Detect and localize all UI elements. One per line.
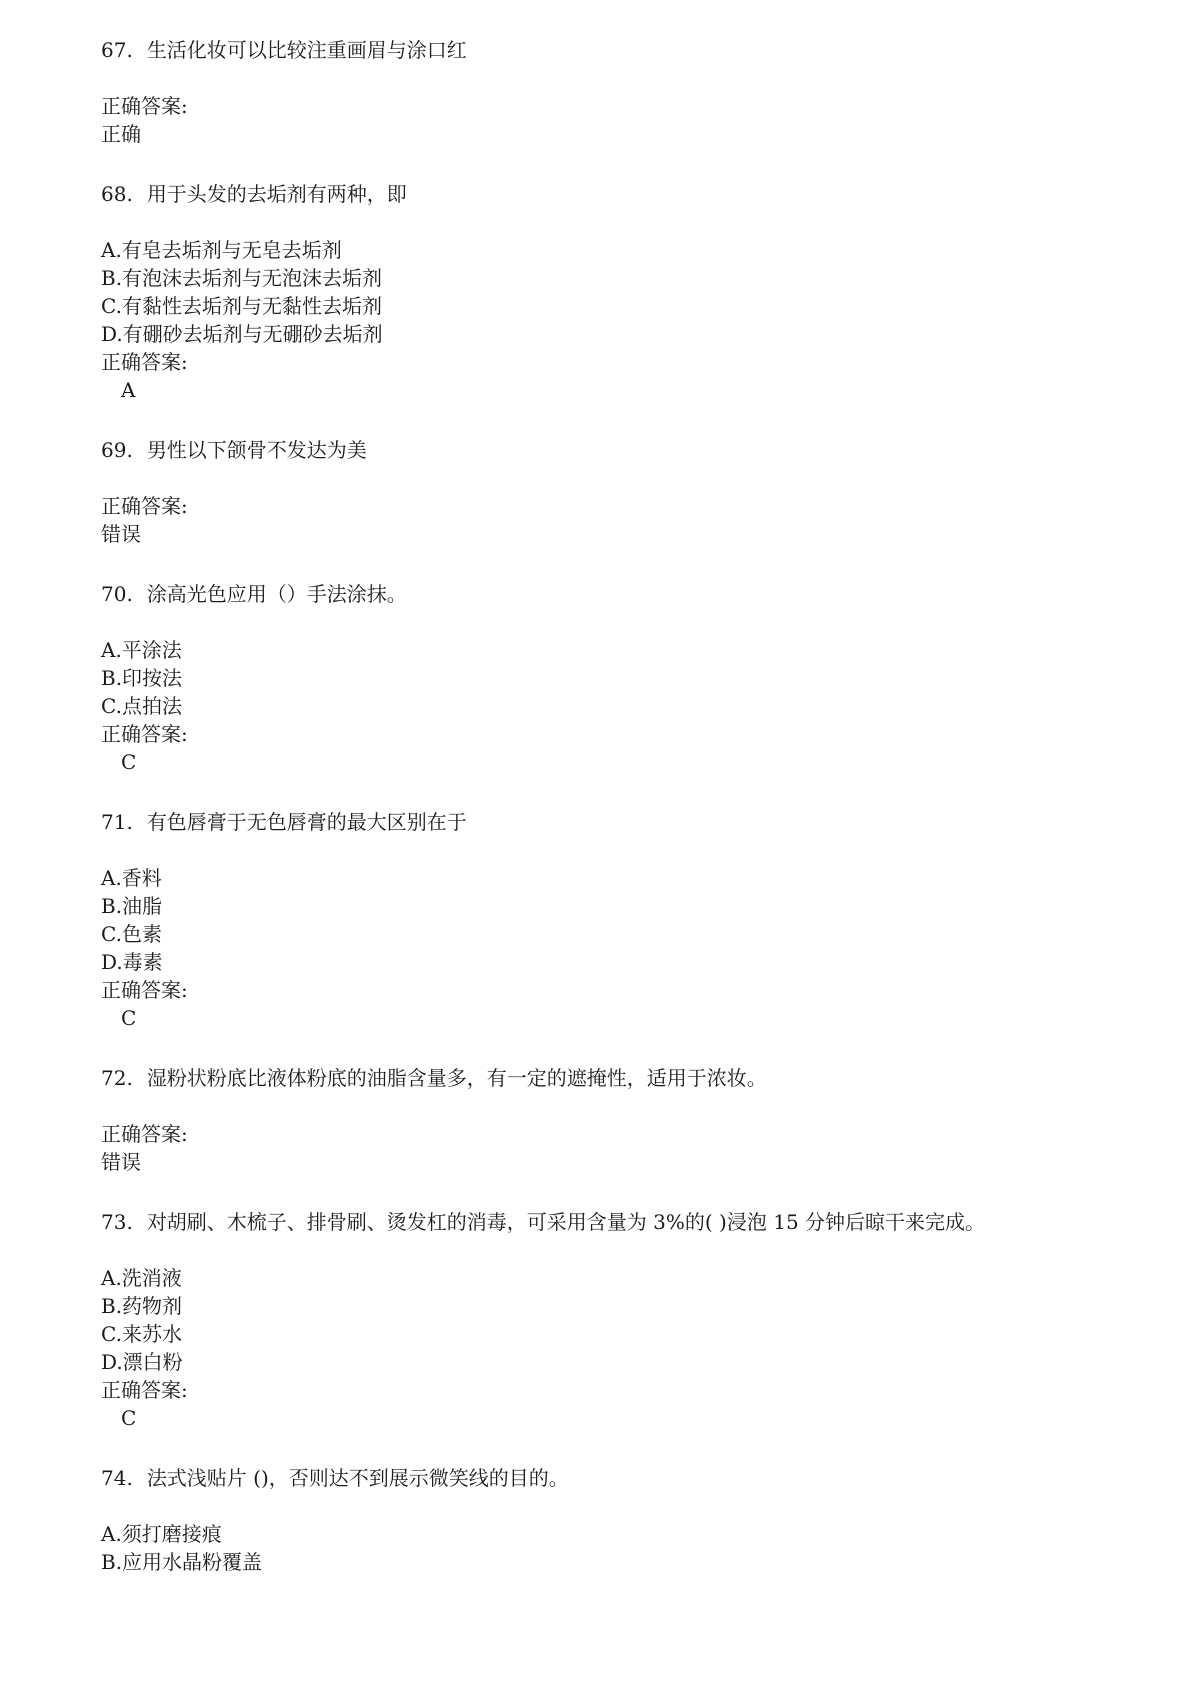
question-block: [101, 36, 1191, 148]
question-title: [101, 808, 1191, 836]
question-title: [101, 1208, 1191, 1236]
answer-value: C: [121, 750, 137, 774]
answer-option: B.印按法: [101, 666, 183, 690]
question-number: 72.: [101, 1066, 133, 1090]
answer-option: A.洗消液: [101, 1266, 182, 1290]
question-number: 73.: [101, 1210, 133, 1234]
question-title: [101, 36, 1191, 64]
answer-option: A.有皂去垢剂与无皂去垢剂: [101, 238, 342, 262]
spacer: [101, 64, 1191, 92]
spacer: [101, 836, 1191, 864]
answer-option: B.油脂: [101, 894, 163, 918]
answer-option: A.平涂法: [101, 638, 182, 662]
question-number: 68.: [101, 182, 133, 206]
spacer: [101, 464, 1191, 492]
answer-option: D.有硼砂去垢剂与无硼砂去垢剂: [101, 322, 383, 346]
spacer: [101, 1236, 1191, 1264]
answer-label: 正确答案:: [101, 1122, 188, 1146]
answer-label: 正确答案:: [101, 494, 188, 518]
answer-option: C.有黏性去垢剂与无黏性去垢剂: [101, 294, 382, 318]
answer-value: 正确: [101, 122, 141, 146]
answer-option: D.毒素: [101, 950, 163, 974]
answer-option: C.来苏水: [101, 1322, 182, 1346]
answer-option: A.香料: [101, 866, 162, 890]
question-number: 67.: [101, 38, 133, 62]
question-block: [101, 808, 1191, 1032]
question-title: [101, 180, 1191, 208]
answer-label: 正确答案:: [101, 350, 188, 374]
question-text: 有色唇膏于无色唇膏的最大区别在于: [146, 810, 467, 834]
answer-value: 错误: [101, 1150, 141, 1174]
spacer: [101, 608, 1191, 636]
answer-value: C: [121, 1406, 137, 1430]
answer-value: C: [121, 1006, 137, 1030]
answer-value: A: [121, 378, 136, 402]
question-text: 法式浅贴片 ()，否则达不到展示微笑线的目的。: [146, 1466, 569, 1490]
question-text: 男性以下颌骨不发达为美: [146, 438, 367, 462]
question-text: 用于头发的去垢剂有两种，即: [146, 182, 407, 206]
question-text: 生活化妆可以比较注重画眉与涂口红: [146, 38, 467, 62]
question-block: [101, 580, 1191, 776]
question-text: 对胡刷、木梳子、排骨刷、烫发杠的消毒，可采用含量为 3%的( )浸泡 15 分钟后晾干来完成。: [146, 1210, 986, 1234]
answer-label: 正确答案:: [101, 722, 188, 746]
answer-option: C.色素: [101, 922, 162, 946]
question-text: 涂高光色应用（）手法涂抹。: [146, 582, 407, 606]
question-block: [101, 180, 1191, 404]
question-number: 70.: [101, 582, 133, 606]
question-block: [101, 1464, 1191, 1576]
answer-label: 正确答案:: [101, 94, 188, 118]
question-title: [101, 1464, 1191, 1492]
question-block: [101, 1064, 1191, 1176]
question-title: [101, 436, 1191, 464]
answer-label: 正确答案:: [101, 1378, 188, 1402]
answer-option: C.点拍法: [101, 694, 182, 718]
question-title: [101, 1064, 1191, 1092]
spacer: [101, 1492, 1191, 1520]
answer-option: D.漂白粉: [101, 1350, 183, 1374]
answer-label: 正确答案:: [101, 978, 188, 1002]
answer-option: B.药物剂: [101, 1294, 183, 1318]
answer-option: B.有泡沫去垢剂与无泡沫去垢剂: [101, 266, 383, 290]
question-text: 湿粉状粉底比液体粉底的油脂含量多，有一定的遮掩性，适用于浓妆。: [146, 1066, 767, 1090]
question-number: 71.: [101, 810, 133, 834]
answer-option: A.须打磨接痕: [101, 1522, 222, 1546]
question-block: [101, 1208, 1191, 1432]
question-block: [101, 436, 1191, 548]
answer-option: B.应用水晶粉覆盖: [101, 1550, 263, 1574]
question-title: [101, 580, 1191, 608]
spacer: [101, 208, 1191, 236]
answer-value: 错误: [101, 522, 141, 546]
question-number: 74.: [101, 1466, 133, 1490]
question-number: 69.: [101, 438, 133, 462]
spacer: [101, 1092, 1191, 1120]
